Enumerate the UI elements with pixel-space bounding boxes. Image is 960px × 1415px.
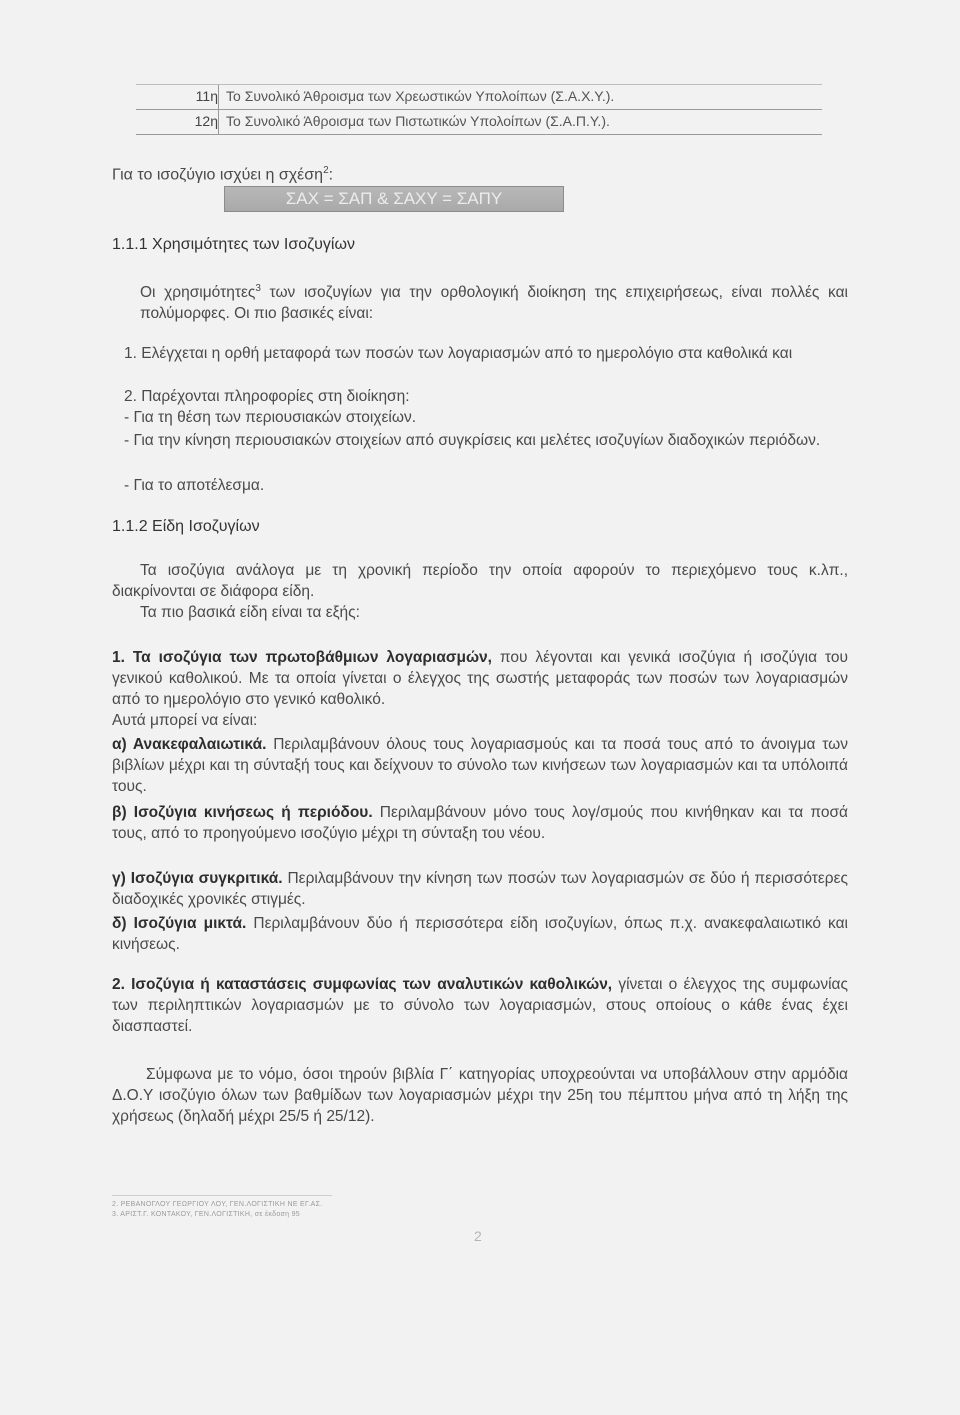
footnotes (112, 1200, 323, 1220)
footnote-3: 3. ΑΡΙΣΤ.Γ. ΚΟΝΤΑΚΟΥ, ΓΕΝ.ΛΟΓΙΣΤΙΚΗ, σε έκδοση 95 (112, 1211, 300, 1218)
dash-item: - Για τη θέση των περιουσιακών στοιχείων. (124, 409, 417, 426)
footnote-ref: 3 (255, 283, 261, 294)
list-item-1: 1. Ελέγχεται η ορθή μεταφορά των ποσών των λογαριασμών από το ημερολόγιο στα καθολικά και (124, 345, 793, 362)
dash-item: - Για την κίνηση περιουσιακών στοιχείων από συγκρίσεις και μελέτες ισοζυγίων διαδοχικών περιόδων. (124, 432, 821, 449)
paragraph-type-c: γ) Ισοζύγια συγκριτικά. Περιλαμβάνουν την κίνηση των ποσών των λογαριασμών σε δύο ή περισσότερες διαδοχικές χρονικές στιγμές. (112, 870, 849, 908)
list-item-2: 2. Παρέχονται πληροφορίες στη διοίκηση: (124, 388, 410, 405)
column-divider (218, 85, 219, 109)
paragraph-law: Σύμφωνα με το νόμο, όσοι τηρούν βιβλία Γ΄ κατηγορίας υποχρεούνται να υποβάλλουν στην αρμόδια Δ.Ο.Υ ισοζύγιο όλων των βαθμίδων των λογαριασμών μέχρι την 25η του πέμπτου μήνα από τη λήξη της χρήσεως (δηλαδή μέχρι 25/5 ή 25/12). (112, 1066, 848, 1125)
paragraph-type-2: 2. Ισοζύγια ή καταστάσεις συμφωνίας των αναλυτικών καθολικών, γίνεται ο έλεγχος της συμφωνίας των περιληπτικών λογαριασμών με το σύνολο των λογαριασμών, στους οποίους ο κάθε ένας έχει διασπαστεί. (112, 976, 848, 1035)
footnote-2: 2. ΡΕΒΑΝΟΓΛΟΥ ΓΕΩΡΓΙΟΥ ΛΟΥ, ΓΕΝ.ΛΟΓΙΣΤΙΚΗ ΝΕ ΕΓ.ΑΣ. (112, 1201, 323, 1208)
section-heading-types: 1.1.2 Είδη Ισοζυγίων (112, 518, 260, 535)
paragraph-type-b: β) Ισοζύγια κινήσεως ή περιόδου. Περιλαμβάνουν μόνο τους λογ/σμούς που κινήθηκαν και τα ποσά τους, από το προηγούμενο ισοζύγιο μέχρι τη σύνταξη του νέου. (112, 804, 849, 842)
section-heading-uses: 1.1.1 Χρησιμότητες των Ισοζυγίων (112, 236, 355, 253)
summary-table (136, 84, 822, 135)
row-number: 11η (195, 88, 218, 104)
formula-box: ΣΑΧ = ΣΑΠ & ΣΑΧΥ = ΣΑΠΥ (224, 186, 564, 212)
row-text: Το Συνολικό Άθροισμα των Χρεωστικών Υπολοίπων (Σ.Α.Χ.Υ.). (226, 88, 615, 104)
paragraph-types-intro2: Τα πιο βασικά είδη είναι τα εξής: (140, 604, 360, 621)
page-number: 2 (474, 1228, 482, 1244)
footnote-ref: 2 (323, 165, 329, 176)
paragraph-uses-intro: Οι χρησιμότητες$^3$ των ισοζυγίων για την ορθολογική διοίκηση της επιχειρήσεως, είναι πολλές και πολύμορφες. Οι πιο βασικές είναι: (140, 283, 849, 323)
paragraph-type-a: α) Ανακεφαλαιωτικά. Περιλαμβάνουν όλους τους λογαριασμούς και τα ποσά τους από το άνοιγμα των βιβλίων μέχρι και τη σύνταξή τους και δείχνουν το σύνολο των κινήσεων των λογαριασμών και τα υπόλοιπά τους. (112, 736, 848, 795)
paragraph-type-d: δ) Ισοζύγια μικτά. Περιλαμβάνουν δύο ή περισσότερα είδη ισοζυγίων, όπως π.χ. ανακεφαλαιωτικό και κινήσεως. (112, 915, 849, 953)
table-row (136, 84, 822, 110)
row-text: Το Συνολικό Άθροισμα των Πιστωτικών Υπολοίπων (Σ.Α.Π.Υ.). (226, 113, 610, 129)
paragraph-type-1: 1. Τα ισοζύγια των πρωτοβάθμιων λογαριασμών, που λέγονται και γενικά ισοζύγια ή ισοζύγια του γενικού καθολικού. Με τα οποία γίνεται ο έλεγχος της σωστής μεταφοράς των ποσών των λογαριασμών από το ημερολόγιο στο γενικό καθολικό. Αυτά μπορεί να είναι: (112, 649, 848, 729)
row-number: 12η (194, 113, 218, 129)
footnote-divider (112, 1195, 332, 1196)
dash-item: - Για το αποτέλεσμα. (124, 477, 265, 494)
table-row (136, 110, 822, 135)
paragraph-types-intro: Τα ισοζύγια ανάλογα με τη χρονική περίοδο την οποία αφορούν το περιεχόμενο τους κ.λπ., διακρίνονται σε διάφορα είδη. (112, 562, 848, 600)
relation-line: Για το ισοζύγιο ισχύει η σχέση$^2$: (112, 165, 334, 184)
column-divider (218, 110, 219, 134)
